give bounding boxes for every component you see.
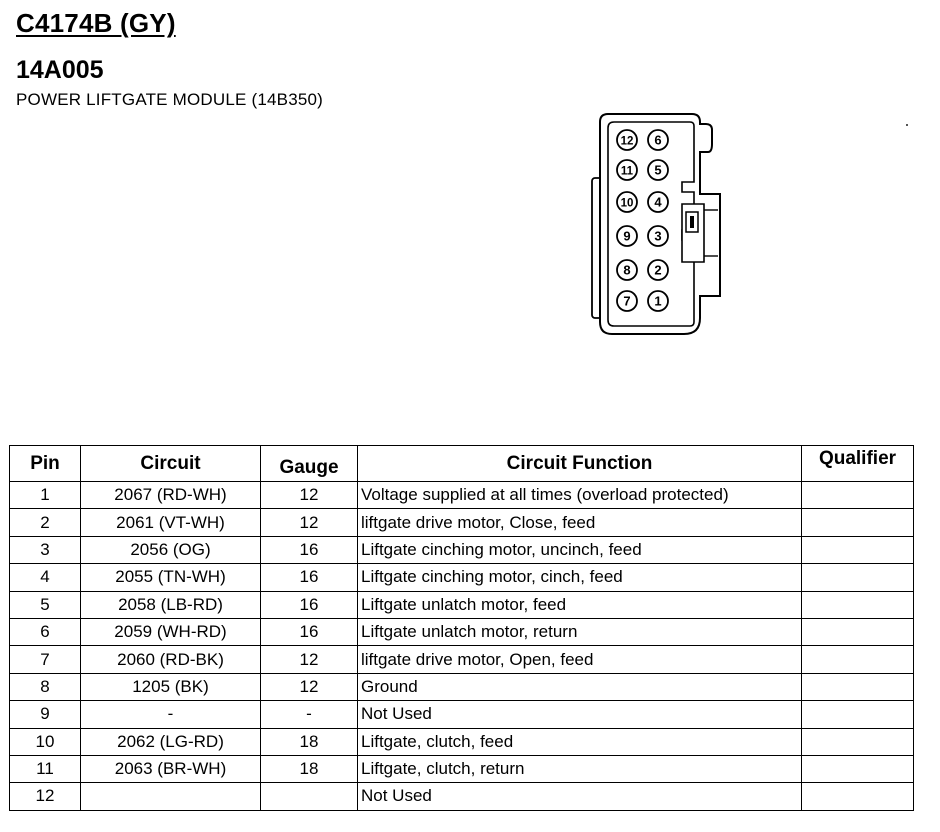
header-circuit: Circuit xyxy=(81,446,261,482)
part-number: 14A005 xyxy=(16,56,104,84)
table-row xyxy=(10,646,914,673)
header-qualifier: Qualifier xyxy=(802,446,914,482)
pin-table xyxy=(9,445,914,811)
scan-mark xyxy=(906,124,908,126)
cell-pin: 4 xyxy=(10,564,81,591)
table-row xyxy=(10,673,914,700)
pin-label: 8 xyxy=(623,262,631,278)
table-row xyxy=(10,755,914,782)
cell-function: Liftgate unlatch motor, return xyxy=(358,618,802,645)
pin-label: 9 xyxy=(623,228,631,244)
cell-pin: 1 xyxy=(10,482,81,509)
cell-pin: 12 xyxy=(10,783,81,810)
cell-qualifier xyxy=(802,755,914,782)
pin-cavity xyxy=(617,192,637,212)
pin-label: 2 xyxy=(654,262,662,278)
cell-gauge: 18 xyxy=(261,728,358,755)
cell-function: liftgate drive motor, Close, feed xyxy=(358,509,802,536)
cell-pin: 2 xyxy=(10,509,81,536)
pin-cavity xyxy=(648,160,668,180)
table-row xyxy=(10,536,914,563)
pin-cavity xyxy=(648,226,668,246)
header-gauge: Gauge xyxy=(261,446,358,482)
table-row xyxy=(10,783,914,810)
pin-label: 12 xyxy=(620,135,634,148)
cell-qualifier xyxy=(802,482,914,509)
cell-qualifier xyxy=(802,646,914,673)
cell-pin: 6 xyxy=(10,618,81,645)
module-name: POWER LIFTGATE MODULE (14B350) xyxy=(16,90,324,109)
cell-function: Voltage supplied at all times (overload protected) xyxy=(358,482,802,509)
cell-gauge: 18 xyxy=(261,755,358,782)
pin-cavity xyxy=(617,291,637,311)
cell-function: Ground xyxy=(358,673,802,700)
cell-function: Liftgate, clutch, feed xyxy=(358,728,802,755)
cell-gauge: - xyxy=(261,701,358,728)
pin-cavity xyxy=(617,260,637,280)
cell-qualifier xyxy=(802,536,914,563)
cell-function: Liftgate cinching motor, cinch, feed xyxy=(358,564,802,591)
connector-id-title: C4174B (GY) xyxy=(16,8,176,38)
cell-pin: 11 xyxy=(10,755,81,782)
cell-gauge: 16 xyxy=(261,618,358,645)
cell-gauge: 12 xyxy=(261,509,358,536)
pin-cavity xyxy=(648,130,668,150)
cell-pin: 3 xyxy=(10,536,81,563)
pin-label: 10 xyxy=(620,197,634,210)
cell-circuit: 1205 (BK) xyxy=(81,673,261,700)
pin-label: 4 xyxy=(654,194,662,210)
cell-pin: 9 xyxy=(10,701,81,728)
cell-function: liftgate drive motor, Open, feed xyxy=(358,646,802,673)
cell-circuit: 2056 (OG) xyxy=(81,536,261,563)
table-row xyxy=(10,728,914,755)
cell-qualifier xyxy=(802,728,914,755)
cell-circuit: 2060 (RD-BK) xyxy=(81,646,261,673)
connector-face-diagram xyxy=(586,100,726,340)
cell-function: Liftgate, clutch, return xyxy=(358,755,802,782)
cell-qualifier xyxy=(802,783,914,810)
cell-circuit xyxy=(81,783,261,810)
cell-qualifier xyxy=(802,591,914,618)
cell-function: Liftgate cinching motor, uncinch, feed xyxy=(358,536,802,563)
cell-circuit: 2055 (TN-WH) xyxy=(81,564,261,591)
cell-gauge: 16 xyxy=(261,564,358,591)
cell-gauge: 12 xyxy=(261,646,358,673)
cell-circuit: 2061 (VT-WH) xyxy=(81,509,261,536)
cell-gauge: 12 xyxy=(261,673,358,700)
pin-label: 11 xyxy=(620,165,634,178)
pin-cavity xyxy=(648,291,668,311)
cell-circuit: 2063 (BR-WH) xyxy=(81,755,261,782)
table-row xyxy=(10,482,914,509)
pin-label: 7 xyxy=(623,293,631,309)
cell-circuit: 2058 (LB-RD) xyxy=(81,591,261,618)
pin-cavity xyxy=(648,260,668,280)
cell-function: Not Used xyxy=(358,783,802,810)
pin-cavity xyxy=(617,160,637,180)
cell-gauge xyxy=(261,783,358,810)
pin-label: 3 xyxy=(654,228,662,244)
pin-cavity xyxy=(617,226,637,246)
pin-cavity xyxy=(617,130,637,150)
cell-qualifier xyxy=(802,673,914,700)
pin-label: 6 xyxy=(654,132,662,148)
cell-pin: 8 xyxy=(10,673,81,700)
cell-gauge: 16 xyxy=(261,591,358,618)
table-header-row xyxy=(10,446,914,482)
header-pin: Pin xyxy=(10,446,81,482)
table-row xyxy=(10,701,914,728)
cell-function: Not Used xyxy=(358,701,802,728)
cell-circuit: - xyxy=(81,701,261,728)
cell-pin: 10 xyxy=(10,728,81,755)
pin-label: 1 xyxy=(654,293,662,309)
cell-pin: 7 xyxy=(10,646,81,673)
cell-function: Liftgate unlatch motor, feed xyxy=(358,591,802,618)
pin-label: 5 xyxy=(654,162,662,178)
cell-qualifier xyxy=(802,509,914,536)
cell-circuit: 2067 (RD-WH) xyxy=(81,482,261,509)
table-row xyxy=(10,509,914,536)
table-row xyxy=(10,618,914,645)
header-circuit-function: Circuit Function xyxy=(358,446,802,482)
cell-qualifier xyxy=(802,701,914,728)
cell-qualifier xyxy=(802,564,914,591)
cell-circuit: 2062 (LG-RD) xyxy=(81,728,261,755)
cell-circuit: 2059 (WH-RD) xyxy=(81,618,261,645)
cell-gauge: 12 xyxy=(261,482,358,509)
cell-gauge: 16 xyxy=(261,536,358,563)
cell-qualifier xyxy=(802,618,914,645)
table-row xyxy=(10,591,914,618)
cell-pin: 5 xyxy=(10,591,81,618)
table-row xyxy=(10,564,914,591)
pin-cavity xyxy=(648,192,668,212)
